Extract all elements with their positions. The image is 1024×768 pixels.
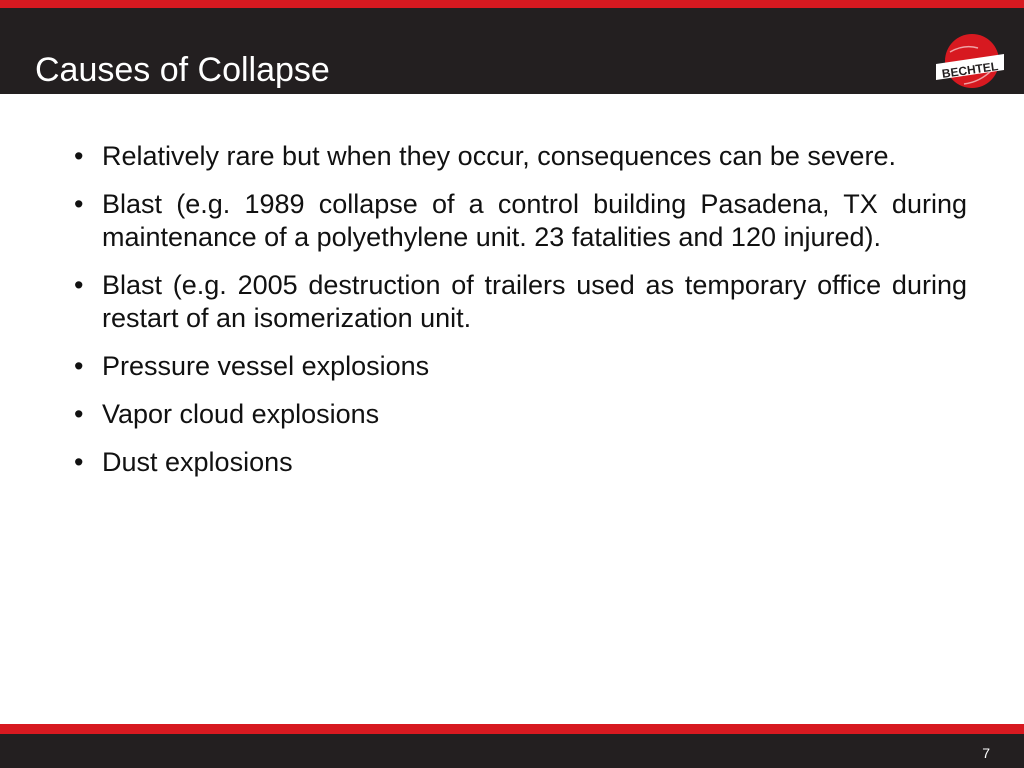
header-bar xyxy=(0,8,1024,94)
footer-bar xyxy=(0,734,1024,768)
top-accent-stripe xyxy=(0,0,1024,8)
bullet-dot-icon: • xyxy=(74,189,84,219)
slide-title: Causes of Collapse xyxy=(35,51,330,89)
bullet-item xyxy=(72,398,967,431)
bullet-text: Pressure vessel explosions xyxy=(102,351,430,381)
bullet-item xyxy=(72,350,967,383)
bullet-text: Vapor cloud explosions xyxy=(102,399,380,429)
logo-wordmark: BECHTEL xyxy=(940,59,1000,81)
bullet-text: Dust explosions xyxy=(102,447,293,477)
bullet-list xyxy=(72,140,967,494)
bullet-dot-icon: • xyxy=(74,270,84,300)
bullet-dot-icon: • xyxy=(74,399,84,429)
bullet-dot-icon: • xyxy=(74,141,84,171)
bechtel-logo xyxy=(934,32,1006,92)
footer-accent-stripe xyxy=(0,724,1024,734)
page-number: 7 xyxy=(982,745,990,761)
bullet-item xyxy=(72,140,967,173)
bullet-item xyxy=(72,188,967,254)
bullet-dot-icon: • xyxy=(74,447,84,477)
bullet-text: Relatively rare but when they occur, consequences can be severe. xyxy=(102,141,896,171)
bullet-text: Blast (e.g. 1989 collapse of a control building Pasadena, TX during maintenance of a polyethylene unit. 23 fatalities and 120 injured). xyxy=(102,189,967,252)
bullet-item xyxy=(72,446,967,479)
bullet-item xyxy=(72,269,967,335)
bullet-dot-icon: • xyxy=(74,351,84,381)
bullet-text: Blast (e.g. 2005 destruction of trailers used as temporary office during restart of an isomerization unit. xyxy=(102,270,967,333)
